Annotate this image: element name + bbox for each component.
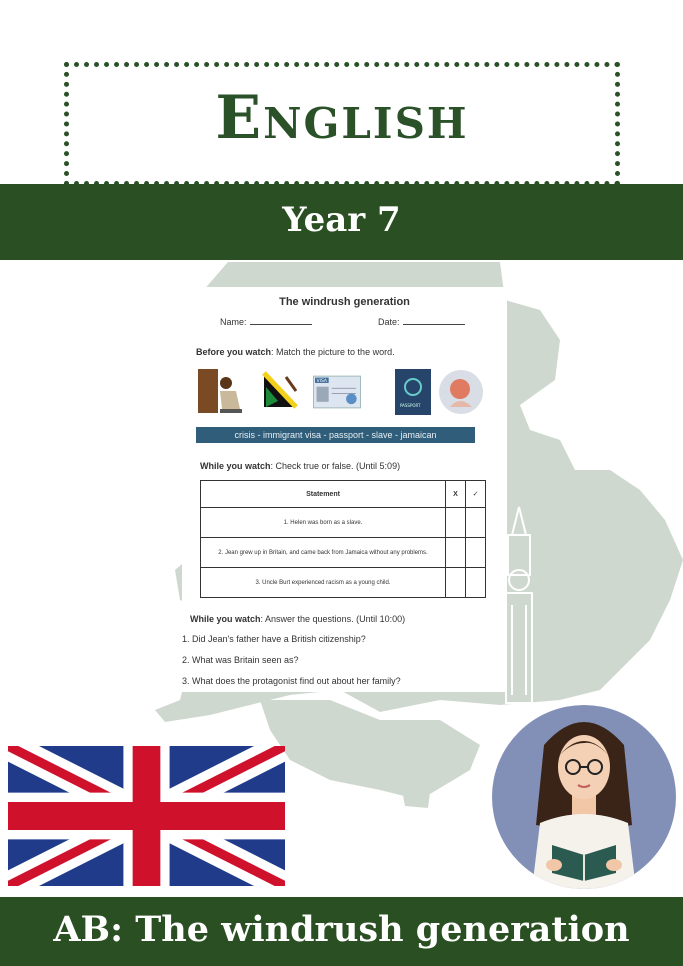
table-header-row [201, 481, 486, 508]
false-checkbox[interactable] [446, 508, 466, 538]
footer-title: AB: The windrush generation [53, 909, 630, 950]
statement-header: Statement [201, 481, 446, 508]
worksheet-title: The windrush generation [279, 296, 410, 308]
before-heading: Before you watch [196, 347, 272, 357]
passport-picture [388, 367, 438, 417]
word-bank: crisis - immigrant visa - passport - slave - jamaican [196, 427, 475, 443]
picture-row [196, 367, 476, 417]
statement-cell: 1. Helen was born as a slave. [201, 508, 446, 538]
question-item: 2. What was Britain seen as? [182, 655, 299, 665]
while-heading-2: While you watch [190, 614, 261, 624]
table-row [201, 568, 486, 598]
while-text-2: : Answer the questions. (Until 10:00) [260, 614, 406, 624]
false-checkbox[interactable] [446, 568, 466, 598]
year-banner [0, 184, 683, 260]
date-field [378, 317, 465, 327]
date-line [403, 317, 465, 325]
true-false-table [200, 480, 486, 598]
passport-text: PASSPORT [400, 403, 421, 408]
name-line [250, 317, 312, 325]
year-label: Year 7 [282, 200, 401, 240]
immigrant-visa-picture [312, 367, 362, 417]
name-field [220, 317, 312, 327]
statement-cell: 2. Jean grew up in Britain, and came back from Jamaica without any problems. [201, 538, 446, 568]
table-row [201, 538, 486, 568]
statement-cell: 3. Uncle Burt experienced racism as a young child. [201, 568, 446, 598]
true-checkbox[interactable] [466, 568, 486, 598]
while-text-1: : Check true or false. (Until 5:09) [270, 461, 401, 471]
while-watch-instruction-2 [190, 614, 405, 624]
teacher-illustration [492, 705, 676, 889]
while-watch-instruction-1 [200, 461, 400, 471]
true-header: ✓ [466, 481, 486, 508]
footer-banner [0, 897, 683, 966]
false-checkbox[interactable] [446, 538, 466, 568]
slave-picture [196, 367, 246, 417]
union-jack-flag [8, 746, 285, 886]
subject-title-box [64, 62, 620, 186]
question-item: 3. What does the protagonist find out about her family? [182, 676, 401, 686]
question-item: 1. Did Jean's father have a British citizenship? [182, 634, 366, 644]
false-header: X [446, 481, 466, 508]
worksheet-preview [182, 287, 507, 692]
before-watch-instruction [196, 347, 395, 357]
teacher-avatar [492, 705, 676, 889]
crisis-picture [436, 367, 486, 417]
name-label: Name: [220, 317, 247, 327]
subject-title: English [215, 83, 469, 153]
while-heading-1: While you watch [200, 461, 271, 471]
jamaican-picture [256, 367, 306, 417]
before-text: : Match the picture to the word. [271, 347, 395, 357]
true-checkbox[interactable] [466, 538, 486, 568]
table-row [201, 508, 486, 538]
true-checkbox[interactable] [466, 508, 486, 538]
visa-text: VISA [316, 379, 328, 385]
date-label: Date: [378, 317, 400, 327]
